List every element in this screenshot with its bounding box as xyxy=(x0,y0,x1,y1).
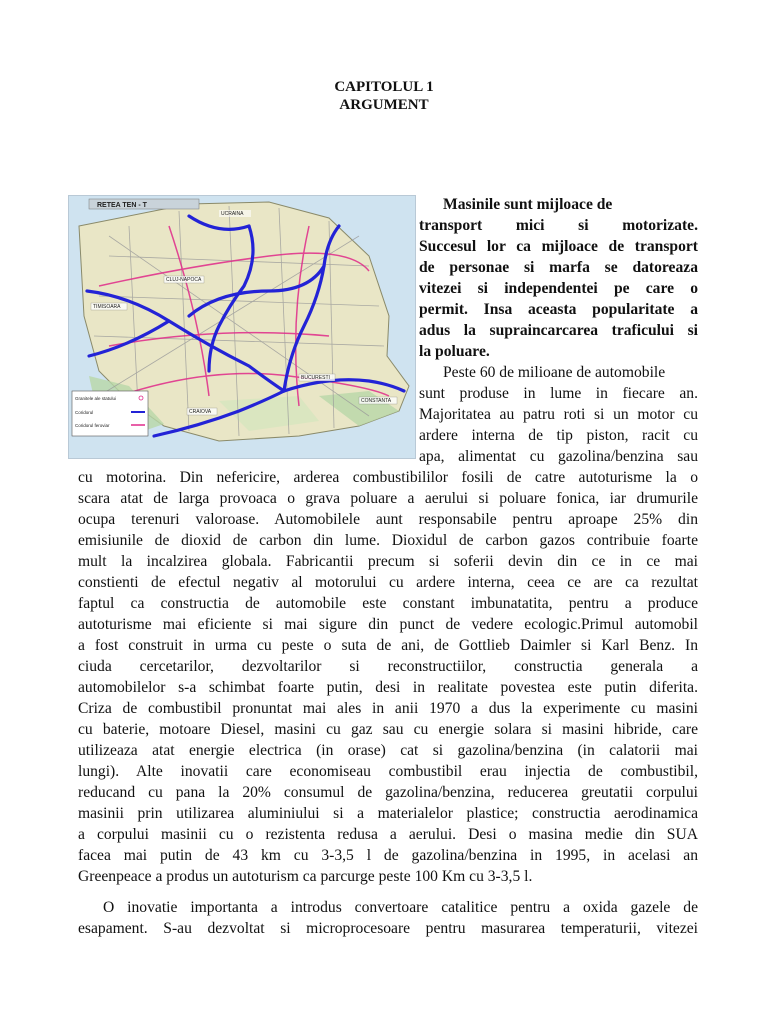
map-title: RETEA TEN - T xyxy=(97,202,147,209)
p2-line: ardere interna de tip piston, racit cu xyxy=(419,427,698,444)
p2-line: Criza de combustibil pronuntat mai ales in anii 1970 a dus la experimente cu masini xyxy=(78,700,698,717)
map-label-constanta: CONSTANTA xyxy=(361,398,392,404)
p3-line: O inovatie importanta a introdus convertoare catalitice pentru a oxida gazele de xyxy=(103,899,698,916)
p2-line: cu baterie, motoare Diesel, masini cu gaz sau cu energie solara si masini hibride, care xyxy=(78,721,698,738)
legend-item-0: Granitele ale statului xyxy=(75,396,117,401)
map-label-ucraina: UCRAINA xyxy=(221,211,244,217)
p2-line: sunt produse in lume in fiecare an. xyxy=(419,385,698,402)
legend-item-1: Coridorul xyxy=(75,410,94,415)
p2-line: ciuda cercetarilor, dezvoltarilor si reconstructiilor, constructia generala a xyxy=(78,658,698,675)
p1-line: adus la supraincarcarea traficului si xyxy=(419,322,698,339)
p1-line: vitezei si independentei pe care o xyxy=(419,280,698,297)
p2-line: constienti de efectul negativ al motorului cu ardere interna, ceea ce are ca rezultat xyxy=(78,574,698,591)
p2-line: Peste 60 de milioane de automobile xyxy=(443,364,666,381)
chapter-number: CAPITOLUL 1 xyxy=(334,79,434,95)
p2-line: automobilelor s-a schimbat foarte putin, desi in realitate povestea este putin diferita. xyxy=(78,679,698,696)
p1-line: de personae si marfa se datoreaza xyxy=(419,259,698,276)
map-label-bucuresti: BUCURESTI xyxy=(301,375,330,381)
p2-line: emisiunile de dioxid de carbon din lume. Dioxidul de carbon gazos contribuie foarte xyxy=(78,532,698,549)
map-label-cluj: CLUJ-NAPOCA xyxy=(166,277,202,283)
p2-line: lungi). Alte inovatii care economiseau combustibil erau injectia de combustibil, xyxy=(78,763,698,780)
p2-line: faptul ca constructia de automobile este constant imbunatatita, pentru a produce xyxy=(78,595,698,612)
p2-line: cu motorina. Din nefericire, arderea combustibililor fosili de catre autoturisme la o xyxy=(78,469,698,486)
p1-line: Masinile sunt mijloace de xyxy=(443,196,613,213)
legend-item-2: Coridorul feroviar xyxy=(75,423,110,428)
map-graphic xyxy=(69,196,415,458)
p1-line: transport mici si motorizate. xyxy=(419,217,698,234)
p2-line: reducand cu pana la 20% consumul de gazolina/benzina, reducerea greutatii corpului xyxy=(78,784,698,801)
map-label-timisoara: TIMISOARA xyxy=(93,304,121,310)
p2-line: a fost construit in urma cu peste o suta de ani, de Gottlieb Daimler si Karl Benz. In xyxy=(78,637,698,654)
p1-line: permit. Insa aceasta popularitate a xyxy=(419,301,698,318)
p2-line: Greenpeace a produs un autoturism ca parcurge peste 100 Km cu 3-3,5 l. xyxy=(78,868,533,885)
p2-line: masinii prin utilizarea aluminiului si a materialelor plastice; constructia aerodinamica xyxy=(78,805,698,822)
p2-line: Majoritatea au patru roti si un motor cu xyxy=(419,406,698,423)
p2-line: scara atat de larga provoaca o grava poluare a aerului si poluare fonica, iar drumurile xyxy=(78,490,698,507)
p1-line: Succesul lor ca mijloace de transport xyxy=(419,238,698,255)
p2-line: autoturisme mai eficiente si mai sigure din punct de vedere ecologic.Primul automobil xyxy=(78,616,698,633)
p2-line: a corpului masinii cu o rezistenta redusa a aerului. Desi o masina medie din SUA xyxy=(78,826,698,843)
p3-line: esapament. S-au dezvoltat si microprocesoare pentru masurarea temperaturii, vitezei xyxy=(78,920,698,937)
map-label-craiova: CRAIOVA xyxy=(189,409,212,415)
p2-line: mult la incalzirea globala. Fabricantii precum si soferii devin din ce in ce mai xyxy=(78,553,698,570)
p2-line: ocupa terenuri valoroase. Automobilele aunt responsabile pentru aproape 25% din xyxy=(78,511,698,528)
p2-line: apa, alimentat cu gazolina/benzina sau xyxy=(419,448,698,465)
p2-line: utilizeaza atat energie electrica (in orase) cat si gazolina/benzina (in calatorii mai xyxy=(78,742,698,759)
ten-t-network-map xyxy=(68,195,416,459)
p1-line: la poluare. xyxy=(419,343,490,360)
chapter-title: ARGUMENT xyxy=(339,97,429,113)
p2-line: facea mai putin de 43 km cu 3-3,5 l de gazolina/benzina in 1995, in acelasi an xyxy=(78,847,698,864)
